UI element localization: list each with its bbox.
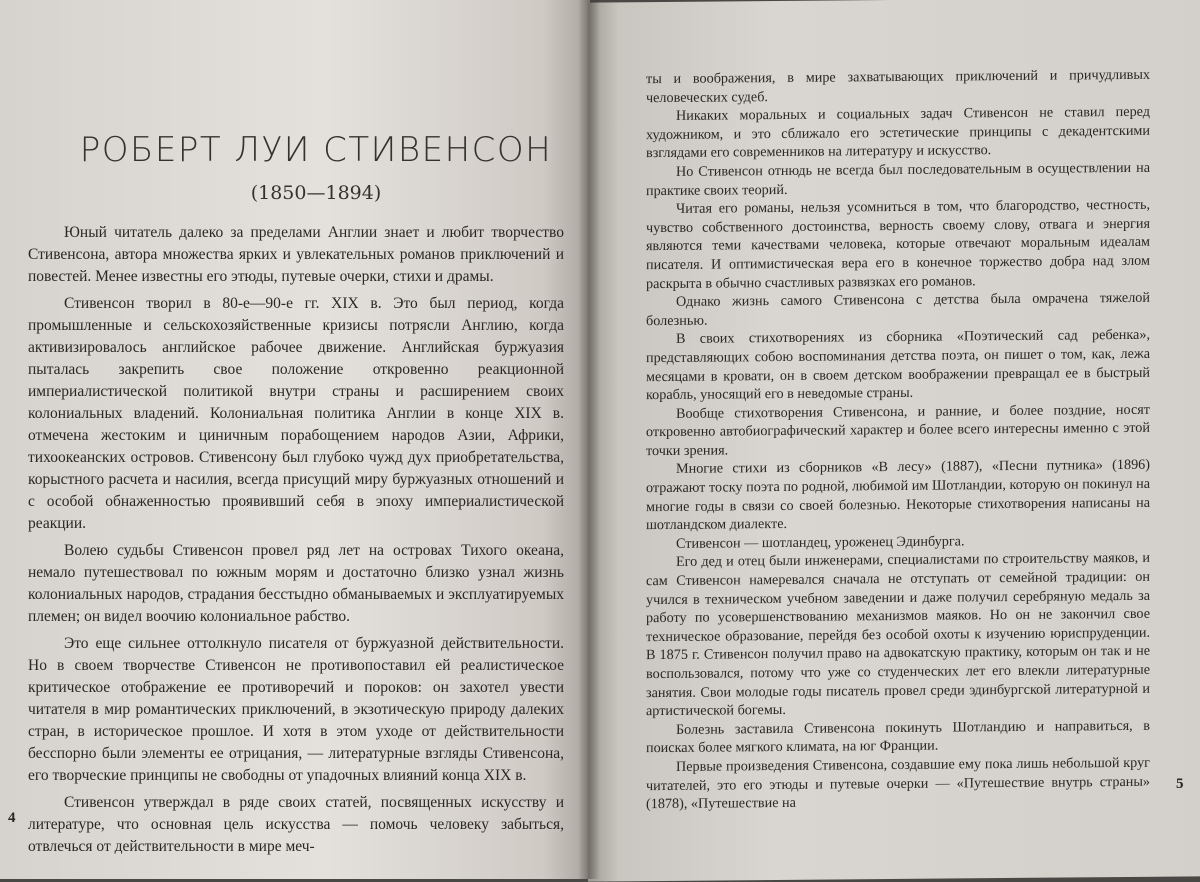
right-page (588, 0, 1200, 882)
paragraph: Однако жизнь самого Стивенсона с детства была омрачена тяжелой болезнью. (646, 289, 1150, 329)
chapter-title: РОБЕРТ ЛУИ СТИВЕНСОН (79, 130, 553, 170)
page-number-right: 5 (1176, 776, 1184, 792)
book-gutter (578, 0, 600, 879)
paragraph: Стивенсон творил в 80-е—90-е гг. XIX в. Это был период, когда промышленные и сельскохозяйственные кризисы потрясли Англию, когда активизировалось английское рабочее движение. Английская буржуазия пыталась закрепить свое положение откровенно реакционной империалистической политикой внутри страны и расширением своих колониальных владений. Колониальная политика Англии в конце XIX в. отмечена жестоким и циничным порабощением народов Азии, Африки, тихоокеанских островов. Стивенсону был глубоко чужд дух приобретательства, корыстного расчета и насилия, всегда присущий миру буржуазных отношений и с особой обнаженностью проявивший себя в эпоху империалистической реакции. (28, 295, 564, 532)
paragraph: Вообще стихотворения Стивенсона, и ранние, и более поздние, носят откровенно автобиографический характер и более всего интересны именно с этой точки зрения. (646, 401, 1150, 460)
paragraph: В своих стихотворениях из сборника «Поэтический сад ребенка», представляющих собою воспоминания детства поэта, он пишет о том, как, лежа месяцами в кровати, он в своем детском воображении превращал ее в быстрый корабль, уносящий его в неведомые страны. (646, 327, 1150, 404)
paragraph: Многие стихи из сборников «В лесу» (1887), «Песни путника» (1896) отражают тоску поэта по родной, любимой им Шотландии, которую он покинул на многие годы в связи со своей болезнью. Некоторые стихотворения написаны на шотландском диалекте. (646, 457, 1150, 534)
paragraph: Это еще сильнее оттолкнуло писателя от буржуазной действительности. Но в своем творчестве Стивенсон не противопоставил ей реалистическое критическое отображение ее противоречий и пороков: он захотел увести читателя в мир романтических приключений, в экзотическую природу далеких стран, в историческое прошлое. И хотя в этом уходе от действительности бесспорно были элементы ее отрицания, — литературные взгляды Стивенсона, его творческие принципы не свободны от упадочных влияний конца XIX в. (28, 635, 564, 784)
paragraph: Стивенсон утверждал в ряде своих статей, посвященных искусству и литературе, что основная цель искусства — помочь человеку забыться, отвлечься от действительности в мире меч- (28, 794, 564, 855)
right-page-text (646, 66, 1150, 814)
paragraph: Болезнь заставила Стивенсона покинуть Шотландию и направиться, в поисках более мягкого климата, на юг Франции. (646, 717, 1150, 757)
left-page (0, 0, 590, 879)
page-number-left: 4 (8, 810, 16, 826)
paragraph: Читая его романы, нельзя усомниться в том, что благородство, честность, чувство собственного достоинства, верность своему слову, отвага и энергия являются теми качествами человека, которые отвечают моральным идеалам писателя. И оптимистическая вера его в конечное торжество добра над злом раскрыта в обычно счастливых развязках его романов. (646, 196, 1150, 292)
life-years: (1850—1894) (250, 182, 382, 204)
paragraph: Его дед и отец были инженерами, специалистами по строительству маяков, и сам Стивенсон намеревался сначала не отступать от семейной традиции: он учился в техническом учебном заведении и даже получил серебряную медаль за работу по усовершенствованию механизмов маяков. Но он не закончил свое техническое образование, перейдя без особой охоты к изучению юриспруденции. В 1875 г. Стивенсон получил право на адвокатскую практику, которым он так и не воспользовался, потому что уже со студенческих лет его влекли литературные занятия. Свои молодые годы писатель провел среди эдинбургской литературной и артистической богемы. (646, 550, 1150, 720)
paragraph: Стивенсон — шотландец, уроженец Эдинбурга. (676, 533, 965, 552)
paragraph: Юный читатель далеко за пределами Англии знает и любит творчество Стивенсона, автора множества ярких и увлекательных романов приключений и повестей. Менее известны его этюды, путевые очерки, стихи и драмы. (28, 224, 564, 285)
left-page-text (28, 222, 564, 858)
paragraph: Первые произведения Стивенсона, создавшие ему пока лишь небольшой круг читателей, это его этюды и путевые очерки — «Путешествие внутрь страны» (1878), «Путешествие на (646, 754, 1150, 813)
paragraph: Никаких моральных и социальных задач Стивенсон не ставил перед художником, и это сближало его эстетические принципы с декадентскими взглядами его современников на литературу и искусство. (646, 103, 1150, 162)
paragraph: ты и воображения, в мире захватывающих приключений и причудливых человеческих судеб. (646, 66, 1150, 106)
paragraph: Но Стивенсон отнюдь не всегда был последовательным в осуществлении на практике своих теорий. (646, 159, 1150, 199)
paragraph: Волею судьбы Стивенсон провел ряд лет на островах Тихого океана, немало путешествовал по южным морям и достаточно близко узнал жизнь колониальных народов, страдания бесстыдно обманываемых и эксплуатируемых племен; он видел воочию колониальное рабство. (28, 542, 564, 625)
